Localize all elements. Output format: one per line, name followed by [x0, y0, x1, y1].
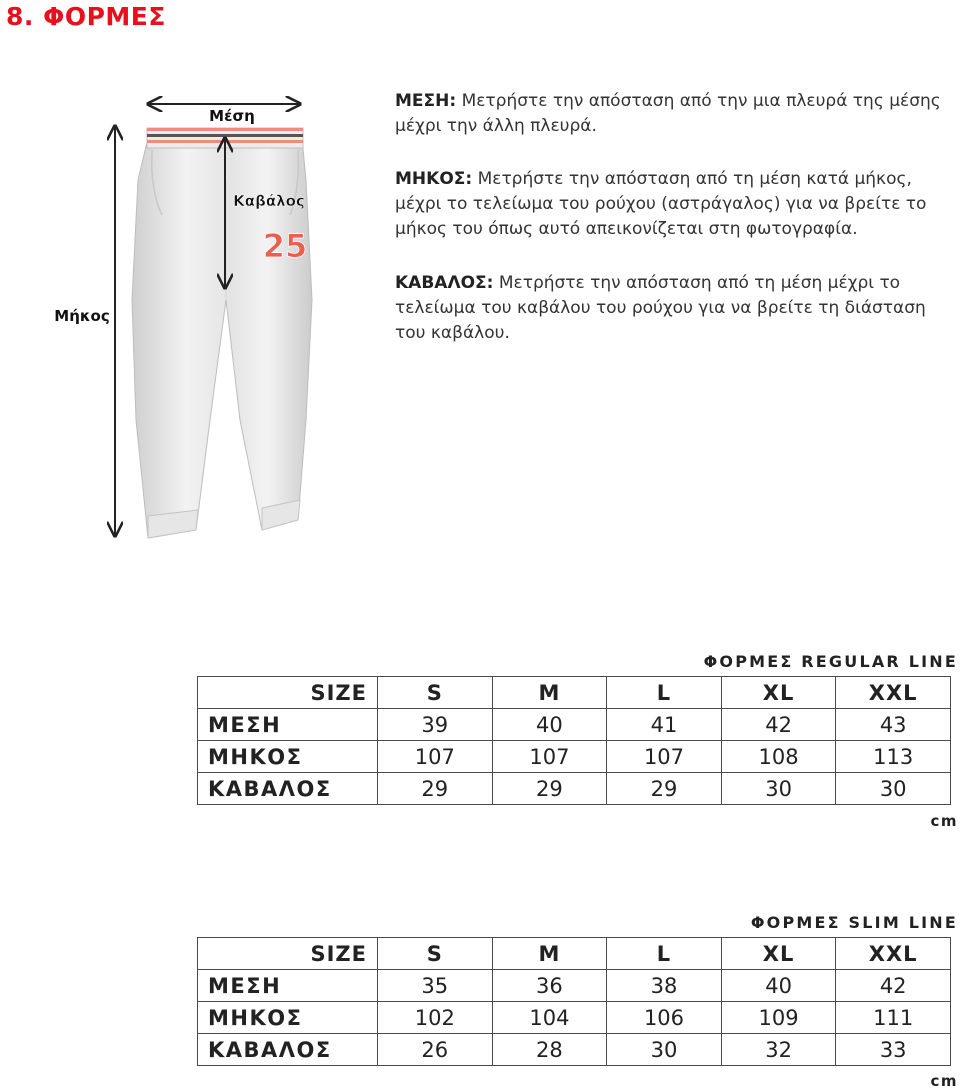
- table-header-row: [198, 938, 951, 970]
- table-row: [198, 1034, 951, 1066]
- cell: 29: [607, 773, 722, 805]
- cell: 109: [721, 1002, 836, 1034]
- slim-line-caption: ΦΟΡΜΕΣ SLIM LINE: [750, 913, 958, 932]
- header-xxl: XXL: [836, 677, 951, 709]
- cell: 36: [492, 970, 607, 1002]
- cell: 104: [492, 1002, 607, 1034]
- table-row: [198, 773, 951, 805]
- cell: 26: [378, 1034, 493, 1066]
- cell: 30: [721, 773, 836, 805]
- row-label: ΜΗΚΟΣ: [198, 741, 378, 773]
- header-xl: XL: [721, 938, 836, 970]
- waist-description: [395, 89, 960, 139]
- crotch-text: Μετρήστε την απόσταση από τη μέση μέχρι το τελείωμα του καβάλου του ρούχου για να βρείτε τη διάσταση του καβάλου.: [395, 273, 926, 343]
- header-l: L: [607, 677, 722, 709]
- cell: 42: [836, 970, 951, 1002]
- header-s: S: [378, 677, 493, 709]
- length-description: [395, 167, 960, 242]
- crotch-description: [395, 271, 960, 346]
- cell: 102: [378, 1002, 493, 1034]
- header-xxl: XXL: [836, 938, 951, 970]
- header-m: M: [492, 677, 607, 709]
- crotch-label: Καβάλος: [233, 192, 305, 210]
- cell: 29: [492, 773, 607, 805]
- table-row: [198, 741, 951, 773]
- cell: 38: [607, 970, 722, 1002]
- row-label: ΜΕΣΗ: [198, 709, 378, 741]
- cell: 33: [836, 1034, 951, 1066]
- header-s: S: [378, 938, 493, 970]
- cell: 29: [378, 773, 493, 805]
- length-term: ΜΗΚΟΣ:: [395, 169, 473, 189]
- cell: 111: [836, 1002, 951, 1034]
- waist-label: Μέση: [209, 107, 255, 125]
- cell: 39: [378, 709, 493, 741]
- regular-line-unit: cm: [930, 812, 958, 830]
- row-label: ΜΕΣΗ: [198, 970, 378, 1002]
- header-m: M: [492, 938, 607, 970]
- cell: 30: [836, 773, 951, 805]
- pants-illustration: [0, 80, 380, 550]
- length-label: Μήκος: [54, 307, 110, 325]
- cell: 43: [836, 709, 951, 741]
- length-text: Μετρήστε την απόσταση από τη μέση κατά μήκος, μέχρι το τελείωμα του ρούχου (αστράγαλος) για να βρείτε το μήκος του όπως αυτό απεικονίζεται στη φωτογραφία.: [395, 169, 927, 239]
- cell: 42: [721, 709, 836, 741]
- cell: 108: [721, 741, 836, 773]
- header-xl: XL: [721, 677, 836, 709]
- cell: 107: [607, 741, 722, 773]
- jersey-number: 25: [262, 227, 308, 265]
- page-title: 8. ΦΟΡΜΕΣ: [6, 2, 166, 31]
- cell: 107: [492, 741, 607, 773]
- regular-line-caption: ΦΟΡΜΕΣ REGULAR LINE: [703, 652, 958, 671]
- header-l: L: [607, 938, 722, 970]
- header-size: SIZE: [198, 677, 378, 709]
- slim-line-size-table: [197, 937, 951, 1066]
- table-row: [198, 970, 951, 1002]
- slim-line-unit: cm: [930, 1072, 958, 1090]
- cell: 35: [378, 970, 493, 1002]
- header-size: SIZE: [198, 938, 378, 970]
- regular-line-size-table: [197, 676, 951, 805]
- cell: 40: [721, 970, 836, 1002]
- cell: 107: [378, 741, 493, 773]
- cell: 40: [492, 709, 607, 741]
- row-label: ΜΗΚΟΣ: [198, 1002, 378, 1034]
- row-label: ΚΑΒΑΛΟΣ: [198, 1034, 378, 1066]
- cell: 113: [836, 741, 951, 773]
- table-header-row: [198, 677, 951, 709]
- table-row: [198, 709, 951, 741]
- crotch-term: ΚΑΒΑΛΟΣ:: [395, 273, 494, 293]
- cell: 32: [721, 1034, 836, 1066]
- row-label: ΚΑΒΑΛΟΣ: [198, 773, 378, 805]
- waist-text: Μετρήστε την απόσταση από την μια πλευρά της μέσης μέχρι την άλλη πλευρά.: [395, 91, 941, 136]
- cell: 41: [607, 709, 722, 741]
- table-row: [198, 1002, 951, 1034]
- waist-term: ΜΕΣΗ:: [395, 91, 457, 111]
- cell: 106: [607, 1002, 722, 1034]
- cell: 30: [607, 1034, 722, 1066]
- cell: 28: [492, 1034, 607, 1066]
